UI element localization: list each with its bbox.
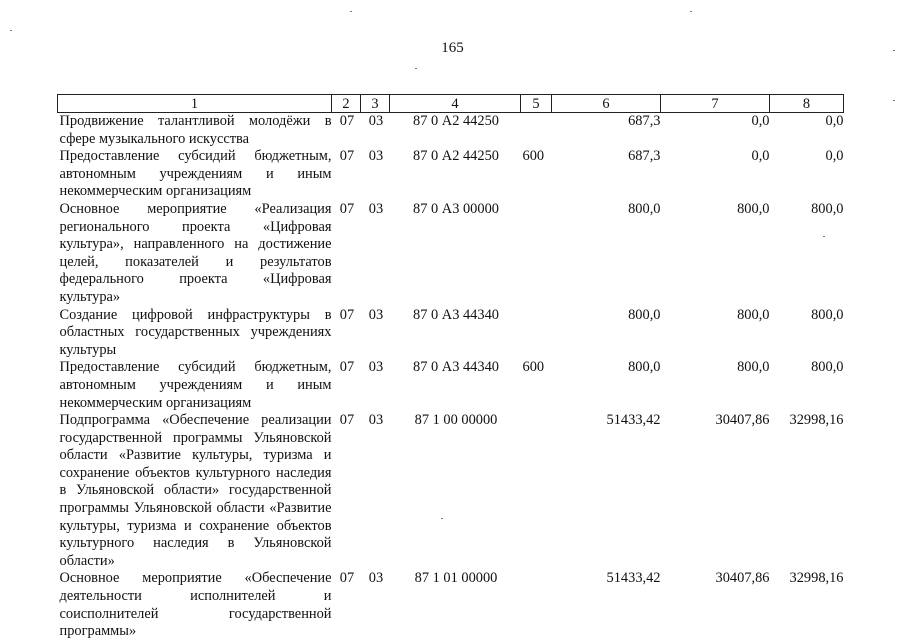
- row-subsection: 03: [368, 200, 384, 217]
- header-col-1: 1: [58, 95, 332, 113]
- row-expense-type: [521, 201, 552, 307]
- header-col-3: 3: [361, 95, 390, 113]
- row-value-6: 800,0: [628, 359, 661, 376]
- row-value-7: 0,0: [751, 113, 770, 129]
- row-value-8: 0,0: [825, 113, 844, 129]
- row-value-8: 800,0: [811, 359, 844, 376]
- scan-speck: [823, 236, 825, 237]
- row-subsection: 03: [368, 412, 384, 429]
- row-expense-type: 600: [522, 359, 545, 376]
- row-target-code: 87 1 01 00000: [414, 570, 498, 587]
- row-name: Предоставление субсидий бюджетным, автономным учреждениям и иным некоммерческим организациям: [59, 359, 332, 411]
- row-value-8: 32998,16: [789, 412, 844, 429]
- row-target-code: 87 0 А2 44250: [413, 148, 499, 165]
- header-col-7: 7: [661, 95, 770, 113]
- row-section: 07: [339, 113, 355, 129]
- row-value-6: 800,0: [628, 306, 661, 323]
- row-value-8: 0,0: [825, 148, 844, 165]
- row-name: Продвижение талантливой молодёжи в сфере музыкального искусства: [59, 113, 332, 147]
- table-row: [58, 201, 844, 307]
- header-col-8: 8: [770, 95, 844, 113]
- row-expense-type: [521, 570, 552, 640]
- scan-speck: [441, 518, 443, 519]
- row-expense-type: 600: [522, 148, 545, 165]
- table-row: [58, 412, 844, 570]
- row-target-code: 87 1 00 00000: [414, 412, 498, 429]
- header-col-5: 5: [521, 95, 552, 113]
- page-number: 165: [441, 40, 464, 56]
- row-expense-type: [521, 412, 552, 570]
- row-target-code: 87 0 А3 00000: [413, 200, 499, 217]
- row-expense-type: [521, 113, 552, 149]
- header-col-4: 4: [390, 95, 521, 113]
- row-value-6: 687,3: [628, 148, 661, 165]
- row-target-code: 87 0 А2 44250: [413, 113, 499, 129]
- row-value-7: 800,0: [737, 359, 770, 376]
- row-value-7: 30407,86: [715, 570, 770, 587]
- header-col-6: 6: [552, 95, 661, 113]
- row-name: Предоставление субсидий бюджетным, автономным учреждениям и иным некоммерческим организациям: [59, 148, 332, 200]
- row-target-code: 87 0 А3 44340: [413, 306, 499, 323]
- row-target-code: 87 0 А3 44340: [413, 359, 499, 376]
- row-section: 07: [339, 570, 355, 587]
- scan-speck: [893, 100, 895, 101]
- header-col-2: 2: [332, 95, 361, 113]
- row-value-7: 30407,86: [715, 412, 770, 429]
- row-subsection: 03: [368, 570, 384, 587]
- row-value-6: 800,0: [628, 200, 661, 217]
- table-row: [58, 113, 844, 149]
- row-section: 07: [339, 200, 355, 217]
- row-value-6: 51433,42: [606, 412, 661, 429]
- scan-speck: [893, 50, 895, 51]
- row-section: 07: [339, 359, 355, 376]
- row-value-8: 800,0: [811, 306, 844, 323]
- row-section: 07: [339, 412, 355, 429]
- row-subsection: 03: [368, 148, 384, 165]
- row-subsection: 03: [368, 359, 384, 376]
- row-value-6: 687,3: [628, 113, 661, 129]
- table-row: [58, 148, 844, 201]
- row-name: Создание цифровой инфраструктуры в областных государственных учреждениях культуры: [59, 306, 332, 358]
- table-row: [58, 570, 844, 640]
- row-subsection: 03: [368, 306, 384, 323]
- row-value-8: 32998,16: [789, 570, 844, 587]
- row-section: 07: [339, 306, 355, 323]
- row-subsection: 03: [368, 113, 384, 129]
- scan-speck: [690, 11, 692, 12]
- row-name: Основное мероприятие «Обеспечение деятельности исполнителей и соисполнителей государственной программы»: [59, 570, 332, 640]
- scan-speck: [415, 68, 417, 69]
- budget-table: [57, 94, 844, 641]
- row-value-7: 800,0: [737, 306, 770, 323]
- row-section: 07: [339, 148, 355, 165]
- row-value-7: 800,0: [737, 200, 770, 217]
- scan-speck: [350, 11, 352, 12]
- table-row: [58, 359, 844, 412]
- scan-speck: [10, 30, 12, 31]
- header-row: [58, 95, 844, 113]
- table-row: [58, 307, 844, 360]
- row-expense-type: [521, 307, 552, 360]
- row-name: Основное мероприятие «Реализация регионального проекта «Цифровая культура», направленного на достижение целей, показателей и результатов федерального проекта «Цифровая культура»: [59, 200, 332, 305]
- row-value-6: 51433,42: [606, 570, 661, 587]
- row-name: Подпрограмма «Обеспечение реализации государственной программы Ульяновской области «Развитие культуры, туризма и сохранение объектов культурного наследия в Ульяновской области» государственной программы Ульяновской области «Развитие культуры, туризма и сохранение объектов культурного наследия в Ульяновской области»: [59, 412, 332, 569]
- row-value-7: 0,0: [751, 148, 770, 165]
- row-value-8: 800,0: [811, 200, 844, 217]
